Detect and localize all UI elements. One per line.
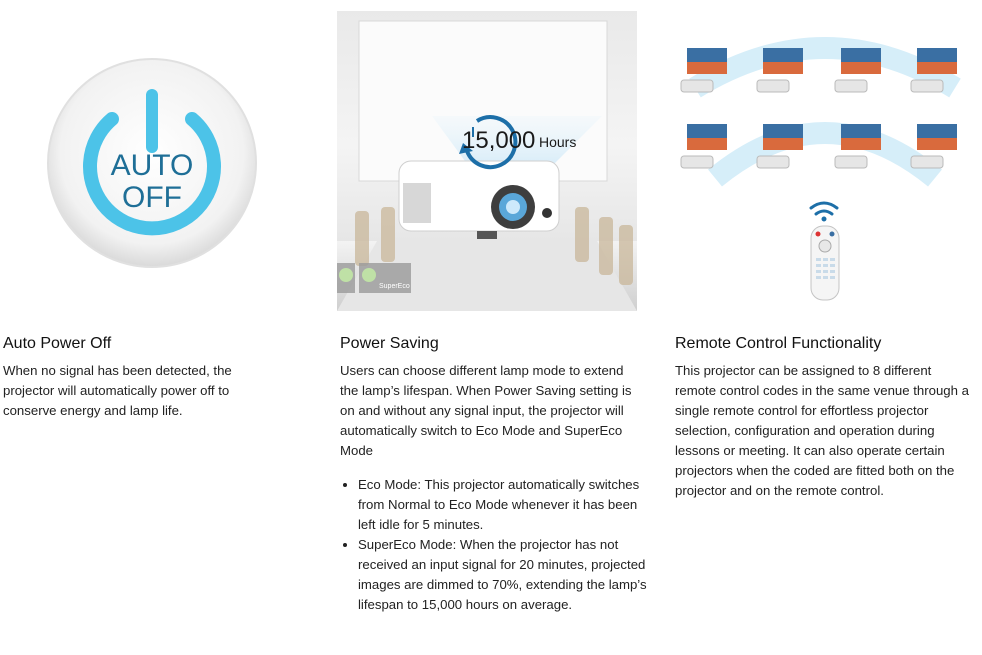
list-item: • Eco Mode: This projector automatically switches from Normal to Eco Mode whenever it has been left idle for 5 minutes. [358, 475, 648, 535]
remote-control-image [675, 28, 975, 308]
power-saving-title: Power Saving [340, 335, 439, 352]
power-saving-bullet-list [340, 475, 648, 615]
hours-value: 15,000 [462, 127, 536, 154]
list-item: • SuperEco Mode: When the projector has not received an input signal for 20 minutes, projected images are dimmed to 70%, extending the lamp’s lifespan to 15,000 hours on average. [358, 535, 648, 615]
projector-graphic [399, 161, 559, 239]
auto-power-off-image [40, 55, 264, 270]
auto-label: AUTO [110, 149, 194, 182]
off-label: OFF [122, 181, 182, 214]
leaf-icon [362, 268, 376, 282]
power-saving-image [337, 11, 637, 311]
auto-power-off-title: Auto Power Off [3, 335, 112, 352]
remote-control-graphic [811, 226, 839, 300]
remote-control-title: Remote Control Functionality [675, 335, 882, 352]
supereco-badge-label: SuperEco [379, 283, 410, 290]
remote-control-description: This projector can be assigned to 8 different remote control codes in the same venue through a single remote control for effortless projector selection, configuration and operation during lessons or meeting. It can also operate certain projectors when the coded are fitted both on the projector and on the remote control. [675, 363, 969, 498]
wifi-icon [811, 203, 837, 221]
eco-badges [337, 263, 411, 293]
leaf-icon [339, 268, 353, 282]
auto-power-off-description: When no signal has been detected, the projector will automatically power off to conserve energy and lamp life. [3, 363, 232, 418]
hours-unit: Hours [539, 134, 577, 150]
power-saving-description: Users can choose different lamp mode to extend the lamp’s lifespan. When Power Saving setting is on and without any signal input, the projector will automatically switch to Eco Mode and SuperEco Mode [340, 363, 632, 458]
